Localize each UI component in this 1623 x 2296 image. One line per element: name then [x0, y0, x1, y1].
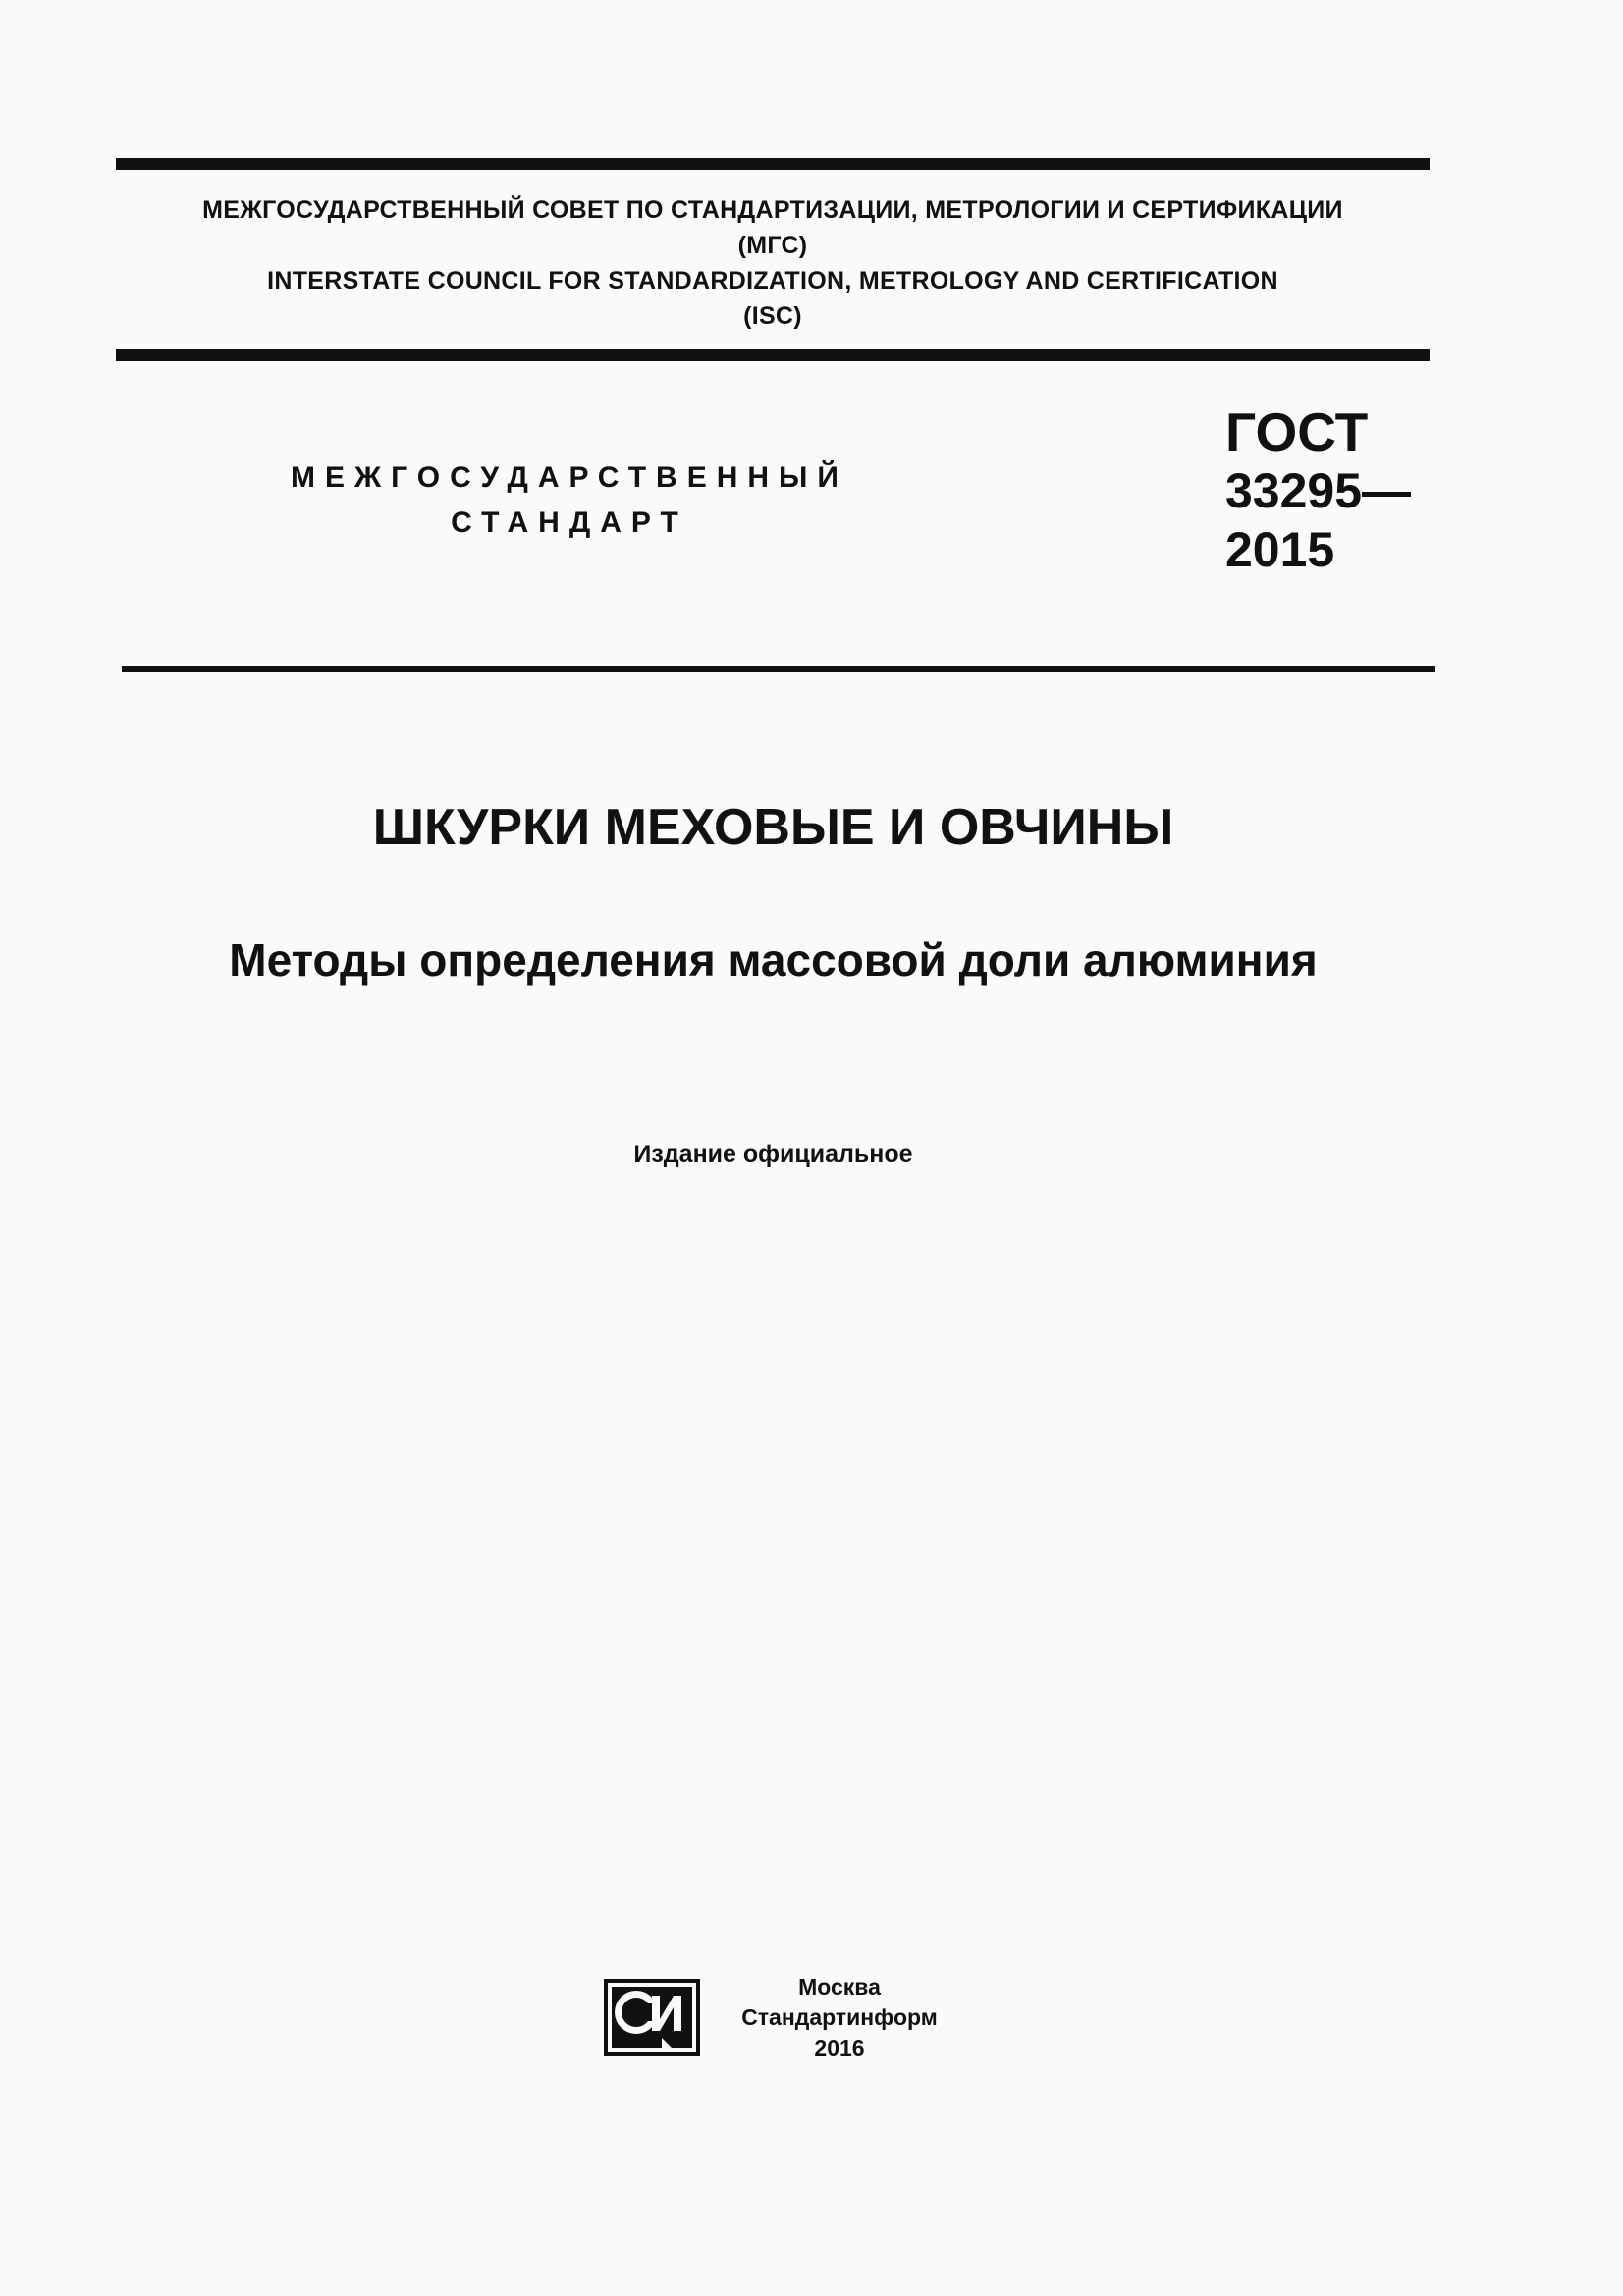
document-subtitle: Методы определения массовой доли алюминия [229, 934, 1318, 986]
middle-rule [116, 349, 1430, 361]
designation-prefix: ГОСТ [1225, 401, 1369, 462]
council-name-en: INTERSTATE COUNCIL FOR STANDARDIZATION, METROLOGY AND CERTIFICATION [267, 267, 1278, 294]
section-rule [122, 666, 1435, 672]
publisher-name: Стандартинформ [741, 2004, 938, 2030]
top-rule [116, 158, 1430, 170]
publisher-year: 2016 [814, 2035, 865, 2060]
council-abbr-en: (ISC) [743, 302, 802, 330]
publisher-imprint [717, 1972, 962, 2063]
standard-kind-line2: СТАНДАРТ [451, 507, 688, 539]
publisher-city: Москва [798, 1974, 881, 2000]
standard-kind-line1: МЕЖГОСУДАРСТВЕННЫЙ [291, 461, 848, 494]
council-abbr-ru: (МГС) [737, 232, 808, 259]
council-name-ru: МЕЖГОСУДАРСТВЕННЫЙ СОВЕТ ПО СТАНДАРТИЗАЦИИ, МЕТРОЛОГИИ И СЕРТИФИКАЦИИ [202, 196, 1343, 224]
standard-designation [1225, 402, 1411, 579]
document-title: ШКУРКИ МЕХОВЫЕ И ОВЧИНЫ [372, 799, 1174, 856]
edition-note: Издание официальное [633, 1141, 913, 1168]
designation-year: 2015 [1225, 522, 1335, 577]
standartinform-logo-icon [603, 1978, 701, 2056]
standard-kind [226, 455, 913, 546]
designation-number: 33295— [1225, 463, 1412, 518]
council-header [116, 192, 1430, 334]
